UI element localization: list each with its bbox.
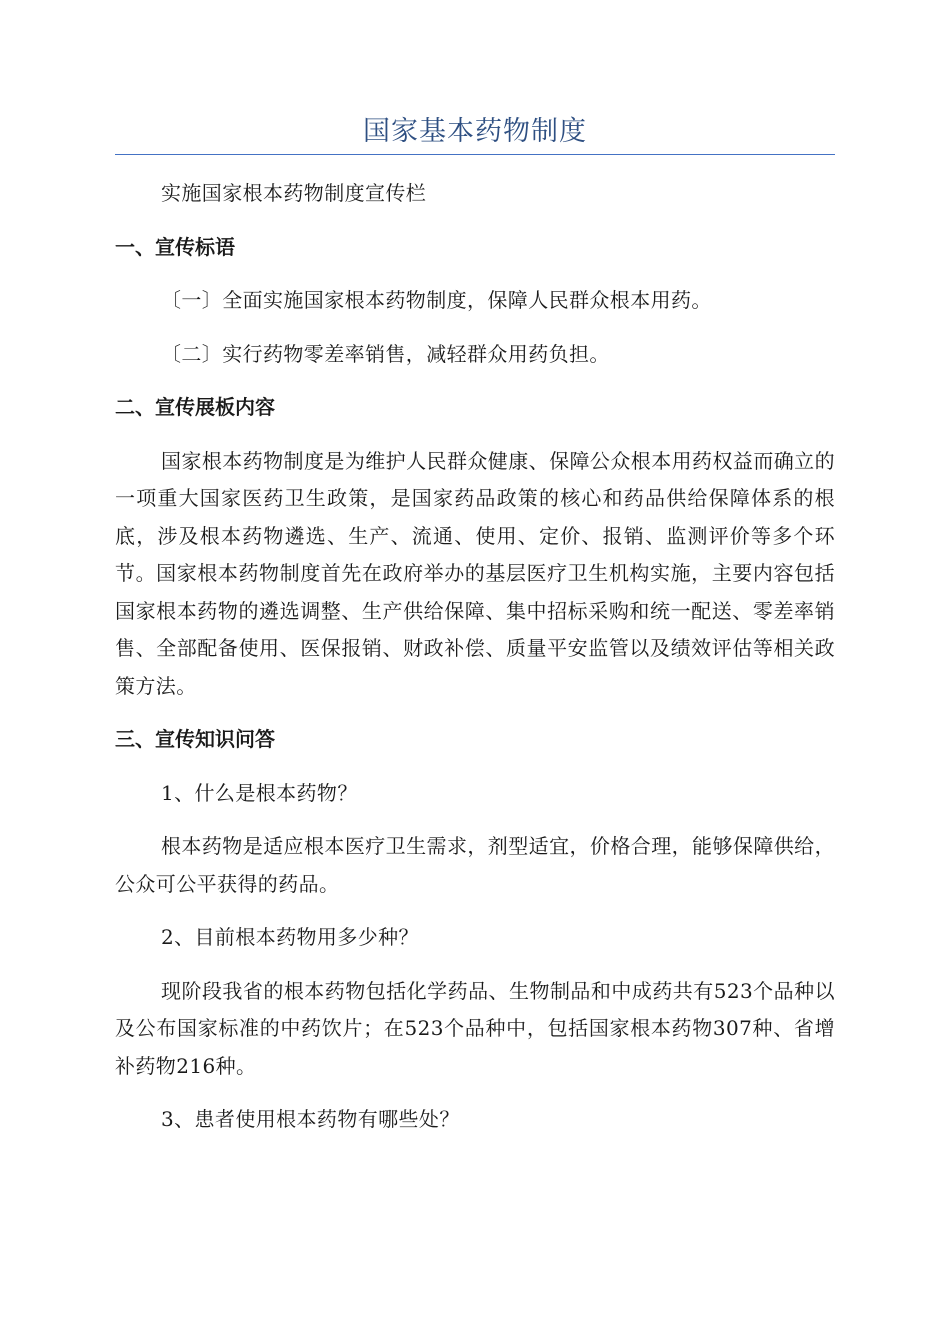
slogan-item: 〔一〕全面实施国家根本药物制度，保障人民群众根本用药。: [161, 288, 712, 312]
title-underline: [115, 154, 835, 155]
qa-question: 2、目前根本药物用多少种？: [161, 925, 419, 949]
document-body: [115, 175, 835, 1139]
subtitle: 实施国家根本药物制度宣传栏: [161, 181, 427, 205]
qa-question: 1、什么是根本药物？: [161, 780, 358, 805]
document-title: 国家基本药物制度: [363, 116, 587, 147]
qa-answer: 根本药物是适应根本医疗卫生需求，剂型适宜，价格合理，能够保障供给，公众可公平获得的药品。: [115, 834, 835, 896]
section-heading-display-board: 二、宣传展板内容: [115, 395, 275, 419]
section-heading-slogans: 一、宣传标语: [115, 234, 235, 259]
section-heading-qa: 三、宣传知识问答: [115, 727, 275, 751]
qa-answer: 现阶段我省的根本药物包括化学药品、生物制品和中成药共有523个品种以及公布国家标准的中药饮片；在523个品种中，包括国家根本药物307种、省增补药物216种。: [115, 978, 835, 1078]
slogan-item: 〔二〕实行药物零差率销售，减轻群众用药负担。: [161, 341, 610, 366]
display-board-paragraph: 国家根本药物制度是为维护人民群众健康、保障公众根本用药权益而确立的一项重大国家医药卫生政策，是国家药品政策的核心和药品供给保障体系的根底，涉及根本药物遴选、生产、流通、使用、定价、报销、监测评价等多个环节。国家根本药物制度首先在政府举办的基层医疗卫生机构实施，主要内容包括国家根本药物的遴选调整、生产供给保障、集中招标采购和统一配送、零差率销售、全部配备使用、医保报销、财政补偿、质量平安监管以及绩效评估等相关政策方法。: [115, 448, 835, 698]
qa-question: 3、患者使用根本药物有哪些处？: [161, 1107, 460, 1131]
